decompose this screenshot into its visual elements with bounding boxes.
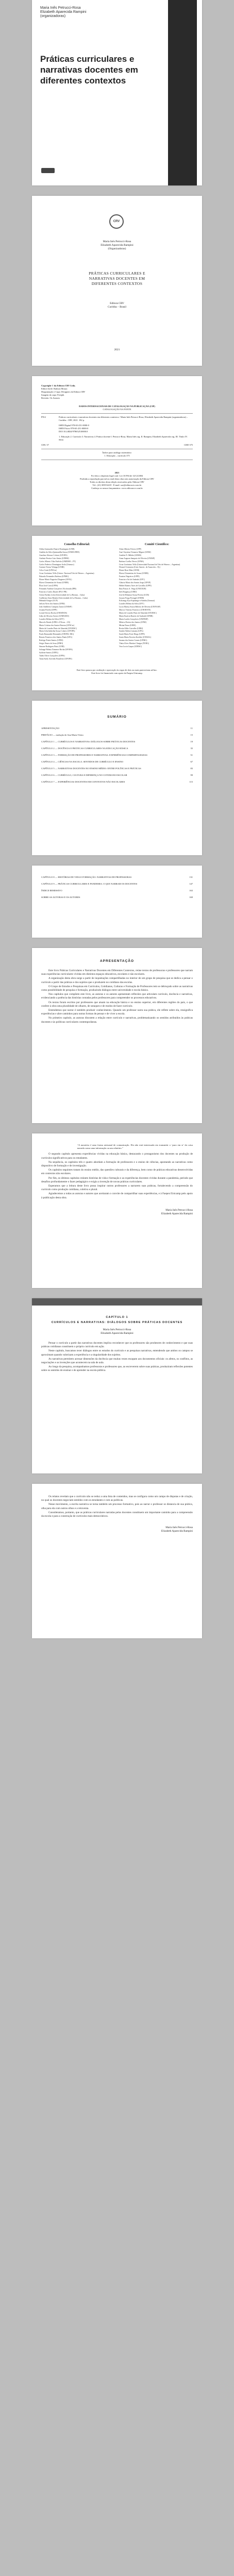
council-member: Rodrigo Pratte-Santos (UFES) xyxy=(39,639,63,642)
committee-member: Maria Lurdes Gonçalves (UNIFESP) xyxy=(119,618,148,620)
toc-entry-title: CAPÍTULO 1 — CURRÍCULOS E NARRATIVAS: DIÁLOGOS SOBRE PRÁTICAS DOCENTES xyxy=(41,740,136,743)
paragraph: Esperamos que a leitura deste livro possa inspirar outros professores a narrarem suas práticas, fortalecendo a compreensão do currículo como produção cotidiana, coletiva e plural. xyxy=(41,1184,193,1192)
chapter-header xyxy=(41,1316,193,1374)
cover-editor-2: Elizabeth Aparecida Rampini xyxy=(40,10,87,14)
council-member: Elizeu Clementino de Souza (UNEB) xyxy=(39,581,69,584)
chapter-paragraphs-2 xyxy=(41,1495,193,1518)
toc-entry-page: 169 xyxy=(189,896,193,899)
summary-block-2 xyxy=(41,876,193,903)
paragraph: Nos capítulos que compõem este livro, as autoras e os autores apresentam reflexões que articulam currículo, docência e narrativas, evidenciando a potência das histórias contadas pelos professores para compreender os processos educativos. xyxy=(41,993,193,1000)
toc-entry[interactable] xyxy=(41,889,193,892)
cdu-code: CDU 37 xyxy=(41,444,49,446)
title-line-3: DIFERENTES CONTEXTOS xyxy=(91,281,143,286)
presentation-paragraphs-2 xyxy=(41,1153,193,1199)
council-member: Leonel Severo Rocha (UNISINOS) xyxy=(39,612,67,615)
title-line-1: PRÁTICAS CURRICULARES E xyxy=(89,271,145,276)
presentation-page-2 xyxy=(32,1133,202,1288)
catalog-page xyxy=(32,376,202,526)
paragraph: Entendemos que narrar é também produzir conhecimento. Quando um professor narra sua prática, ele reflete sobre ela, ressignifica experiências e abre caminhos para outras formas de pensar e de viver a escola. xyxy=(41,1009,193,1016)
cover-editor-1: Maria Inês Petrucci-Rosa xyxy=(40,6,81,10)
toc-entry-title: CAPÍTULO 8 — HISTÓRIAS DE VIDA E FORMAÇÃO: NARRATIVAS DE PROFESSORAS xyxy=(41,876,132,878)
council-member: Maria de Lourdes Pinto de Almeida (UNOESC) xyxy=(39,627,77,630)
committee-member: Maria de Lourdes Pinto de Almeida (UNOESC) xyxy=(119,612,157,615)
committee-member: Elizeu Clementino de Souza (UNEB) xyxy=(119,572,148,575)
committee-member: Suzana dos Santos Gomes (UFMG) xyxy=(119,639,147,642)
toc-entry[interactable] xyxy=(41,781,193,784)
committee-member: Cesar Gerónimo Tello (Universidad Nacional de Três de Febrero – Argentina) xyxy=(119,563,180,566)
title-page-editor-2: Elizabeth Aparecida Rampini xyxy=(101,244,133,247)
committee-member: Francisco Ari de Andrade (UFC) xyxy=(119,579,145,581)
index-item: 1. Educação – currículo 375 xyxy=(104,454,130,457)
toc-entry-page: 83 xyxy=(190,767,193,770)
crv-logo-icon: CRV xyxy=(109,214,124,229)
committee-member: Fauston Negreiros (UFPI) xyxy=(119,575,140,578)
toc-entry-page: 51 xyxy=(190,754,193,756)
toc-entry-page: 19 xyxy=(190,740,193,743)
index-label: Índice para catálogo sistemático xyxy=(102,451,132,454)
isbn-fisico: ISBN Físico 978-65-251-0000-0 xyxy=(59,427,89,430)
toc-entry[interactable] xyxy=(41,727,193,730)
presentation-body-2 xyxy=(41,1144,193,1216)
committee-member: Inês Bragança (UERJ) xyxy=(119,590,137,593)
council-member: Lourdes Helena da Silva (UFV) xyxy=(39,618,64,620)
council-member: Josania Portela (UFPI) xyxy=(39,609,57,612)
toc-entry[interactable] xyxy=(41,747,193,750)
council-member: Simone Rodrigues Pinto (UNB) xyxy=(39,646,64,648)
toc-entry-title: CAPÍTULO 5 — NARRATIVAS DOCENTES NO ENSINO MÉDIO: ENTRE POLÍTICAS E PRÁTICAS xyxy=(41,767,141,770)
paragraph: Por fim, os últimos capítulos reúnem histórias de vida e formação e as experiências docentes vividas durante a pandemia, período que desafiou profundamente o fazer pedagógico e exigiu a invenção de novas práticas curriculares. xyxy=(41,1176,193,1183)
toc-entry[interactable] xyxy=(41,754,193,757)
toc-entry[interactable] xyxy=(41,740,193,743)
toc-entry-title: CAPÍTULO 2 — DOCÊNCIA E PRÁTICAS CURRICULARES NA EDUCAÇÃO BÁSICA xyxy=(41,747,128,750)
title-page-year: 2021 xyxy=(114,348,120,351)
block-quote: “A narrativa é uma forma artesanal de comunicação. Ela não está interessada em transmitir o ‘puro em si’ da coisa narrada como uma informação ou um relatório.” xyxy=(77,1144,193,1150)
cip-title: DADOS INTERNACIONAIS DE CATALOGAÇÃO NA PUBLICAÇÃO (CIP) xyxy=(79,405,155,408)
title-page-publisher xyxy=(32,302,202,309)
council-member: Fernando Antônio Gonçalves Alcoforado (IPB) xyxy=(39,587,76,590)
council-member: Jailson Alves dos Santos (UFRJ) xyxy=(39,603,65,605)
cover-page xyxy=(32,0,202,185)
council-member: Andréia da Silva Quintanilha Sousa (UNIR/UFRN) xyxy=(39,551,80,553)
isbn-digital: ISBN Digital 978-65-251-0000-0 xyxy=(59,424,89,427)
toc-entry[interactable] xyxy=(41,767,193,770)
toc-entry[interactable] xyxy=(41,883,193,886)
cover-stripe xyxy=(168,0,197,185)
editorial-council xyxy=(39,543,115,661)
scientific-committee-list xyxy=(119,548,195,648)
publisher-logo-icon xyxy=(41,168,55,173)
toc-entry-page: 35 xyxy=(190,747,193,750)
committee-member: Ilma Passos A. Veiga (UNICEUB) xyxy=(119,587,146,590)
council-member: Celso Conti (UFSCar) xyxy=(39,569,57,572)
committee-member: Maria Eurácia Barreto de Andrade (UFRB) xyxy=(119,615,153,617)
council-member: Sérgio Nunes de Jesus (IFRO) xyxy=(39,642,63,645)
council-member: Elione Maria Nogueira Diogenes (UFAL) xyxy=(39,579,72,581)
paragraph: Este livro Práticas Curriculares e Narrativas Docentes em Diferentes Contextos, reúne textos de professoras e professores que narram suas experiências curriculares vividas em distintos espaços educativos, escolares e não escolares. xyxy=(41,969,193,976)
toc-entry[interactable] xyxy=(41,734,193,737)
title-page-title xyxy=(32,271,202,286)
editorial-council-title: Conselho Editorial: xyxy=(64,543,90,546)
chapter-end-body xyxy=(41,1495,193,1533)
committee-member: José de Ribamar Sousa Pereira (UCB) xyxy=(119,594,149,596)
toc-entry-page: 99 xyxy=(190,774,193,776)
chapter-authors: Maria Inês Petrucci-Rosa Elizabeth Aparecida Rampini xyxy=(101,1328,133,1335)
paragraph: Consideramos, portanto, que as práticas curriculares narradas pelos docentes constituem um importante caminho para a compreensão da escola e para a construção de currículos mais democráticos. xyxy=(41,1511,193,1518)
council-footnotes xyxy=(41,669,193,675)
catalog-line: Diagramação e Capa: Designers da Editora CRV xyxy=(41,391,86,393)
paragraph: Os textos foram escritos por professores que atuam na educação básica e no ensino superior, em diferentes regiões do país, o que confere à obra uma pluralidade de olhares, de sotaques e de modos de fazer currículo. xyxy=(41,1001,193,1008)
council-page xyxy=(32,536,202,690)
toc-entry-title: APRESENTAÇÃO xyxy=(41,727,60,730)
copyright-line: Copyright © da Editora CRV Ltda. xyxy=(41,384,76,387)
council-member: Eduardo Fernandes Barbosa (UFMG) xyxy=(39,575,69,578)
council-member: Carlos Federico Dominguez Avila (Unieuro) xyxy=(39,563,74,566)
committee-member: Mirian Paura (UERJ) xyxy=(119,624,136,626)
paragraph: O Grupo de Estudos e Pesquisas em Currículos, Cotidianos, Culturas e Formação de Professores tem se debruçado sobre as narrativas como possibilidade de pesquisa e formação, produzindo diálogos entre universidade e escola básica. xyxy=(41,985,193,992)
chapter-band xyxy=(32,1298,202,1306)
chapter-signature-2: Elizabeth Aparecida Rampini xyxy=(161,1530,193,1533)
toc-list xyxy=(41,876,193,899)
scientific-committee-title: Comitê Científico: xyxy=(144,543,170,546)
rights-notice: Proibida a reprodução parcial ou total desta obra sem autorização da Editora CRV xyxy=(80,478,154,480)
toc-entry-page: 67 xyxy=(190,760,193,763)
summary-page-2 xyxy=(32,866,202,938)
toc-entry-title: CAPÍTULO 7 — EXPERIÊNCIAS DOCENTES EM CONTEXTOS NÃO ESCOLARES xyxy=(41,781,125,783)
council-member: Tania Suely Azevedo Brasileiro (UFOPA) xyxy=(39,657,72,660)
record-text: Práticas curriculares e narrativas docentes em diferentes contextos / Maria Inês Petrucci-Rosa, Elizabeth Aparecida Rampini (organizadoras) – Curitiba : CRV, 2021. 182 p. xyxy=(59,416,188,421)
paragraph: Agradecemos a todas as autoras e autores que aceitaram o convite de compartilhar suas experiências, e à Faepex/Unicamp pelo apoio à publicação desta obra. xyxy=(41,1192,193,1199)
cdd-code: CDD 375 xyxy=(184,444,193,446)
classification-row xyxy=(41,444,193,447)
council-member: João Adalberto Campato Junior (UNESP) xyxy=(39,606,72,608)
presentation-heading: APRESENTAÇÃO xyxy=(99,959,135,963)
toc-entry-page: 15 xyxy=(190,734,193,736)
toc-entry-page: 147 xyxy=(189,883,193,885)
paragraph: Ao longo da pesquisa, acompanhamos professoras e professores que, ao escreverem sobre suas práticas, produziram reflexões potentes sobre os sentidos de ensinar e de aprender na escola pública. xyxy=(41,1365,193,1372)
committee-member: Vera Lucia Gaspar (UDESC) xyxy=(119,646,142,648)
title-page-organizers: (Organizadoras) xyxy=(108,247,126,250)
committee-member: Rosita Edler Carvalho (UERJ) xyxy=(119,627,143,630)
presentation-paragraphs xyxy=(41,969,193,1024)
funding-note: Este livro foi financiado com apoio da Faepex/Unicamp. xyxy=(91,672,143,674)
summary-page-1 xyxy=(32,701,202,855)
toc-entry-title: ÍNDICE REMISSIVO xyxy=(41,889,62,892)
paragraph: Os capítulos seguintes tratam do ensino médio, das questões culturais e da diferença, bem como de práticas educativas desenvolvidas em contextos não escolares. xyxy=(41,1168,193,1176)
committee-member: Anna Augusta Sampaio de Oliveira (UNESP) xyxy=(119,557,155,560)
title-page-editors xyxy=(32,240,202,251)
council-member: Carmen Tereza Velanga (UNIR) xyxy=(39,566,64,569)
council-member: Marcelo Paixão (UFRJ e UTexas – US) xyxy=(39,621,71,623)
paragraph: As narrativas permitem acessar dimensões da docência que muitas vezes escapam aos documentos oficiais: os afetos, os conflitos, as negociações e as invenções que acontecem na sala de aula. xyxy=(41,1357,193,1365)
paragraph: O segundo capítulo apresenta experiências vividas na educação básica, destacando o protagonismo dos docentes na produção de currículos significativos para os estudantes. xyxy=(41,1153,193,1160)
divider xyxy=(41,413,193,414)
paragraph: Nesse movimento, a escrita narrativa se torna também um processo formativo, pois ao narrar o professor se distancia de sua prática, olha para ela com outros olhos e a reinventa. xyxy=(41,1503,193,1510)
council-member: Sydione Santos (UEPG) xyxy=(39,651,58,654)
scientific-committee xyxy=(119,543,195,661)
toc-entry[interactable] xyxy=(41,760,193,764)
council-member: Solange Helena Ximenes-Rocha (UFOPA) xyxy=(39,648,73,651)
council-member: Maria Lília Imbiriba Sousa Colares (UFOPA) xyxy=(39,630,75,633)
catalog-record xyxy=(41,416,193,442)
toc-entry-page: 115 xyxy=(189,781,193,783)
council-member: Lídia de Oliveira Xavier (UNIEURO) xyxy=(39,615,69,617)
year-mark: 2021 xyxy=(114,471,120,474)
title-page-editor-1: Maria Inês Petrucci-Rosa xyxy=(103,240,131,243)
title-page xyxy=(32,196,202,366)
legal-deposit: Foi feito o depósito legal conf. Lei 10.994 de 14/12/2004 xyxy=(91,474,143,477)
chapter-title: CURRÍCULOS E NARRATIVAS: DIÁLOGOS SOBRE PRÁTICAS DOCENTES xyxy=(51,1321,183,1324)
presentation-body xyxy=(41,959,193,1025)
committee-member: Sonia Maria Ferreira Koehler (UNISAL) xyxy=(119,636,152,639)
council-member: Élsio José Corá (UFFS) xyxy=(39,584,58,587)
council-member: Aldira Guimarães Duarte Domínguez (UNB) xyxy=(39,548,75,550)
record-body xyxy=(59,416,193,442)
toc-entry-title: CAPÍTULO 4 — CIÊNCIAS NA ESCOLA: SENTIDOS DE CURRÍCULO E ENSINO xyxy=(41,760,124,763)
paragraph: No primeiro capítulo, as autoras discutem a relação entre currículo e narrativas, problematizando os sentidos atribuídos às práticas docentes e às políticas curriculares contemporâneas. xyxy=(41,1016,193,1024)
toc-entry-title: SOBRE AS AUTORAS E OS AUTORES xyxy=(41,896,80,899)
catalog-line: Editor-chefe: Railson Moura xyxy=(41,387,68,390)
toc-entry[interactable] xyxy=(41,896,193,899)
council-columns xyxy=(39,543,195,661)
catalog-line: Imagem da capa: Freepik xyxy=(41,394,64,396)
council-member: Guillermo Arias Beatón (Universidade de La Havana – Cuba) xyxy=(39,597,88,599)
cip-subtitle: CATALOGAÇÃO NA FONTE xyxy=(103,408,131,411)
committee-member: Sarah Maria Forte Diogo (UFPI) xyxy=(119,633,145,636)
council-member: Renato Francisco dos Santos Paula (UFG) xyxy=(39,636,73,639)
committee-member: Mônica Pereira dos Santos (UFRJ) xyxy=(119,621,146,623)
toc-entry[interactable] xyxy=(41,774,193,777)
committee-member: Vânia Alves Martins Chaigar (FURG) xyxy=(119,642,149,645)
committee-member: Lourdes Helena da Silva (UFV) xyxy=(119,603,144,605)
toc-entry-title: PREFÁCIO — tradução de Ana Maria Vieira xyxy=(41,734,83,736)
cover-title: Práticas curriculares e narrativas docentes em diferentes contextos xyxy=(40,54,138,86)
record-code: P912 xyxy=(41,416,46,418)
catalog-line: Revisão: Os Autores xyxy=(41,397,60,399)
toc-entry-title: CAPÍTULO 9 — PRÁTICAS CURRICULARES E PANDEMIA: O QUE NARRAM OS DOCENTES xyxy=(41,883,138,885)
paragraph: Na sequência, os capítulos três e quatro abordam a formação de professores e o ensino de ciências, apontando as narrativas como dispositivo de formação e de investigação. xyxy=(41,1160,193,1168)
council-member: Tadeu Oliver Gonçalves (UFPA) xyxy=(39,654,65,657)
committee-member: Eliane Rose Maio (UEM) xyxy=(119,569,140,572)
summary-heading: SUMÁRIO xyxy=(107,715,127,719)
committee-member: Andréia N. Militão (UEMS) xyxy=(119,554,142,556)
chapter-label: CAPÍTULO 1 xyxy=(106,1316,128,1319)
council-member: Helmuth Krüger (UCP) xyxy=(39,600,58,602)
toc-entry-title: CAPÍTULO 6 — CURRÍCULO, CULTURA E DIFERENÇA NO COTIDIANO ESCOLAR xyxy=(41,774,127,776)
catalog-block xyxy=(41,384,193,490)
chapter-page xyxy=(32,1298,202,1473)
signature-1: Maria Inês Petrucci-Rosa xyxy=(165,1208,193,1212)
publisher-city: Curitiba – Brasil xyxy=(108,306,126,309)
editorial-council-list xyxy=(39,548,115,660)
chapter-end-page xyxy=(32,1484,202,1638)
contact-line: Tel.: (41) 3039-6418 - E-mail: sac@editoracrv.com.br xyxy=(92,484,142,486)
committee-member: Diosnel Centurion (Univ Americ. de Asunción – Py) xyxy=(119,566,160,569)
council-member: Paulo Romualdo Hernandes (UNIFAL-MG) xyxy=(39,633,74,636)
toc-entry-page: 11 xyxy=(190,727,193,730)
committee-member: Sandra Valéria Limonta (UFG) xyxy=(119,630,144,633)
paragraph: Pensar o currículo a partir das narrativas docentes implica reconhecer que os professores são produtores de conhecimento e que suas práticas cotidianas constituem o próprio currículo em ação. xyxy=(41,1342,193,1349)
peer-review-note: Este livro passou por avaliação e aprovação às cegas de dois ou mais pareceristas ad hoc. xyxy=(76,669,158,671)
council-member: Carlos Alberto Vilar Estêvão (UMINHO – PT) xyxy=(39,560,76,563)
presentation-page xyxy=(32,948,202,1123)
committee-member: Jussara Fraga Portugal (UNEB) xyxy=(119,597,144,599)
committee-member: Kilwangy Kya Kapitango-a-Samba (Unemat) xyxy=(119,600,155,602)
chapter-paragraphs xyxy=(41,1342,193,1373)
committee-member: Helder Buenos Aires de Carvalho (UFPI) xyxy=(119,584,152,587)
committee-member: Ana Chrystina Venancio Mignot (UERJ) xyxy=(119,551,151,553)
website-line: Conheça os nossos lançamentos: www.editoracrv.com.br xyxy=(91,487,143,489)
record-subjects: 1. Educação 2. Currículo 3. Narrativas 4. Prática docente I. Petrucci-Rosa, Maria Inês org. II. Rampini, Elizabeth Aparecida org. III. Título IV. Série. xyxy=(59,435,188,441)
paragraph: Neste capítulo, buscamos tecer diálogos entre os estudos do currículo e as pesquisas narrativas, entendendo que ambos os campos se aproximam quando valorizam a experiência e a singularidade dos sujeitos. xyxy=(41,1349,193,1357)
toc-entry-page: 131 xyxy=(189,876,193,878)
doi: DOI 10.24824/978652510000.0 xyxy=(59,430,88,433)
council-member: Cesar Gerónimo Tello (Univer. Nacional Três de Febrero – Argentina) xyxy=(39,572,94,575)
council-member: Maria Cristina dos Santos Bezerra (UFSCar) xyxy=(39,624,75,626)
chapter-signature-1: Maria Inês Petrucci-Rosa xyxy=(165,1526,193,1530)
rights-holder: Todos os direitos desta edição reservados pela: Editora CRV xyxy=(90,481,144,483)
signature-2: Elizabeth Aparecida Rampini xyxy=(161,1212,193,1215)
title-line-2: NARRATIVAS DOCENTES EM xyxy=(89,276,145,281)
paragraph: A organização desta obra surge a partir de inquietações compartilhadas no interior de um grupo de pesquisa que se dedica a pensar o currículo a partir das práticas e dos sujeitos que o produzem no cotidiano das escolas. xyxy=(41,977,193,984)
committee-member: Marcos Vinicius Francisco (UNOESTE) xyxy=(119,609,151,612)
council-member: Antônio Pereira Gaio Júnior (UFRRJ) xyxy=(39,557,69,560)
committee-member: Gláucia Maria dos Santos Jorge (UFOP) xyxy=(119,581,151,584)
council-member: Francisco Carlos Duarte (PUC-PR) xyxy=(39,590,67,593)
committee-member: Barbara Coelho Neves (UFBA) xyxy=(119,560,144,563)
toc-entry-title: CAPÍTULO 3 — FORMAÇÃO DE PROFESSORES E NARRATIVAS: EXPERIÊNCIAS COMPARTILHADAS xyxy=(41,754,147,756)
council-member: Anselmo Alencar Colares (UFOPA) xyxy=(39,554,68,556)
toc-entry[interactable] xyxy=(41,876,193,879)
toc-list xyxy=(41,727,193,784)
committee-member: Altair Alberto Fávero (UPF) xyxy=(119,548,142,550)
committee-member: Lucia Marisy Souza Ribeiro de Oliveira (UNIVASF) xyxy=(119,606,161,608)
paragraph: Os relatos revelam que o currículo não se reduz a uma lista de conteúdos, mas se configura como um campo de disputas e de criação, no qual os docentes negociam sentidos com os estudantes e com as políticas. xyxy=(41,1495,193,1502)
council-member: Gloria Fariñas León (Universidade de La Havana – Cuba) xyxy=(39,594,85,596)
toc-entry-page: 163 xyxy=(189,889,193,892)
cover-organizers-label: (organizadoras) xyxy=(40,14,66,18)
summary-block xyxy=(41,715,193,787)
publisher-name: Editora CRV xyxy=(110,302,124,305)
